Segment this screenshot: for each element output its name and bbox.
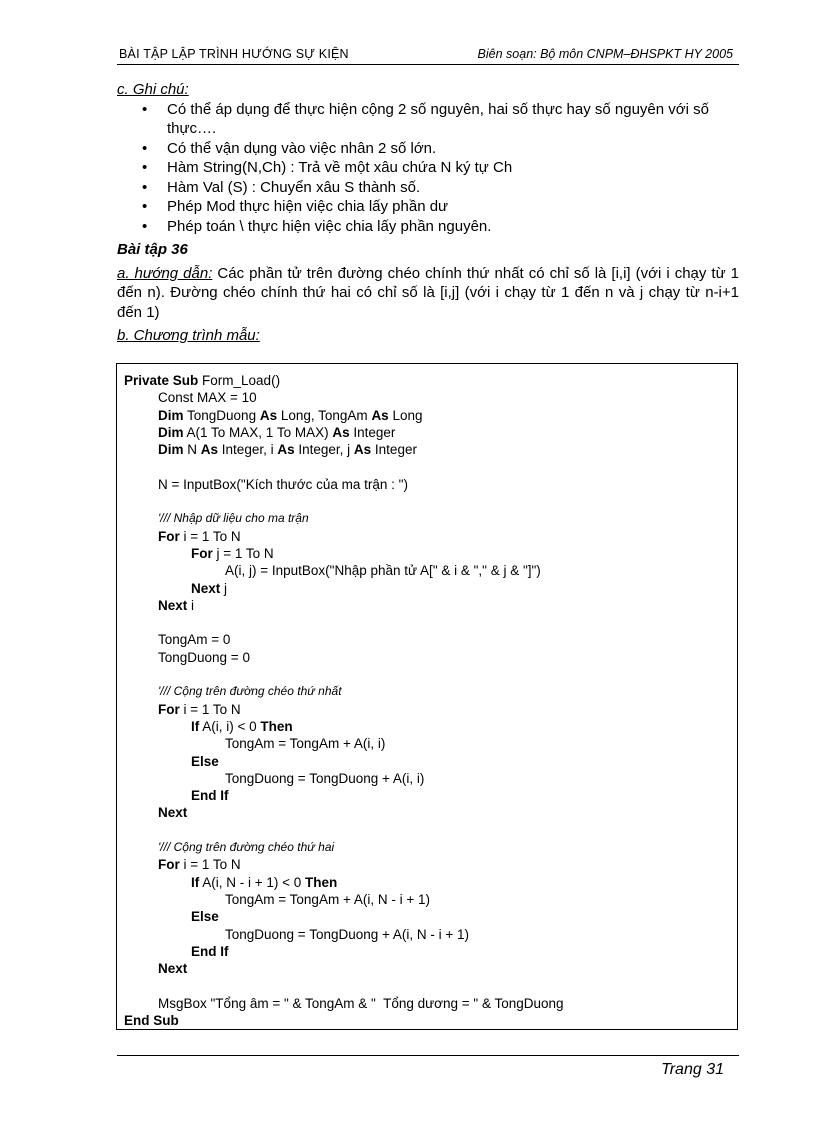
bullet-icon: •: [142, 217, 148, 235]
code-line: TongDuong = TongDuong + A(i, i): [225, 770, 425, 786]
bullet-icon: •: [142, 100, 148, 118]
code-line: If A(i, N - i + 1) < 0 Then: [191, 874, 338, 890]
code-comment: '/// Nhập dữ liệu cho ma trận: [158, 511, 309, 526]
code-line: MsgBox "Tổng âm = " & TongAm & " Tổng dương = " & TongDuong: [158, 995, 564, 1011]
code-comment: '/// Cộng trên đường chéo thứ nhất: [158, 684, 342, 699]
list-item: • Hàm Val (S) : Chuyển xâu S thành số.: [142, 178, 421, 196]
code-line: TongAm = TongAm + A(i, i): [225, 736, 386, 752]
code-line: For i = 1 To N: [158, 857, 241, 873]
code-line: If A(i, i) < 0 Then: [191, 718, 293, 734]
code-line: TongAm = 0: [158, 632, 231, 648]
code-line: For i = 1 To N: [158, 528, 241, 544]
list-item: • Phép toán \ thực hiện việc chia lấy phần nguyên.: [142, 217, 492, 235]
list-item: • Có thể vận dụng vào việc nhân 2 số lớn.: [142, 139, 437, 157]
code-line: Next j: [191, 580, 228, 596]
code-blank-line: [124, 666, 564, 683]
guide-paragraph: [117, 264, 739, 323]
code-line: For i = 1 To N: [158, 701, 241, 717]
code-line: TongDuong = 0: [158, 649, 250, 665]
page-content: [117, 80, 739, 346]
code-line: End If: [191, 943, 229, 959]
code-blank-line: [124, 458, 564, 475]
notes-title: c. Ghi chú:: [117, 81, 189, 98]
code-blank-line: [124, 614, 564, 631]
bullet-icon: •: [142, 198, 148, 215]
code-blank-line: [124, 977, 564, 994]
code-line: Else: [191, 909, 219, 925]
code-blank-line: [124, 493, 564, 510]
code-line: Dim N As Integer, i As Integer, j As Integer: [158, 442, 417, 458]
exercise-title: Bài tập 36: [117, 241, 188, 258]
code-comment: '/// Cộng trên đường chéo thứ hai: [158, 840, 335, 855]
sample-title: b. Chương trình mẫu:: [117, 327, 260, 344]
code-blank-line: [124, 822, 564, 839]
header-course-title: BÀI TẬP LẬP TRÌNH HƯỚNG SỰ KIỆN: [119, 47, 349, 61]
code-line: Next i: [158, 597, 195, 613]
footer-divider: [117, 1055, 739, 1056]
code-line: Dim TongDuong As Long, TongAm As Long: [158, 407, 423, 423]
list-item: • Có thể áp dụng để thực hiện cộng 2 số nguyên, hai số thực hay số nguyên với số thực….: [142, 100, 709, 137]
code-line: A(i, j) = InputBox("Nhập phần tử A[" & i & "," & j & "]"): [225, 563, 541, 579]
bullet-icon: •: [142, 139, 148, 157]
code-line: End Sub: [124, 1012, 179, 1028]
code-line: Const MAX = 10: [158, 390, 257, 406]
code-line: TongDuong = TongDuong + A(i, N - i + 1): [225, 926, 470, 942]
code-line: End If: [191, 788, 229, 804]
page-header: [117, 44, 739, 65]
list-item: • Hàm String(N,Ch) : Trả về một xâu chứa N ký tự Ch: [142, 159, 513, 176]
code-block: [124, 372, 564, 1029]
bullet-icon: •: [142, 178, 148, 196]
code-line: For j = 1 To N: [191, 545, 274, 561]
code-line: Next: [158, 805, 188, 821]
guide-lead: a. hướng dẫn:: [117, 264, 213, 282]
notes-list: [117, 100, 739, 237]
code-line: N = InputBox("Kích thước của ma trận : "): [158, 476, 408, 492]
page-number: Trang 31: [661, 1061, 724, 1078]
guide-text: Các phần tử trên đường chéo chính thứ nhất có chỉ số là [i,i] (với i chạy từ 1 đến n). Đường chéo chính thứ hai có chỉ số là [i,j] (với i chạy từ 1 đến n và j chạy từ n-i+1 đến 1): [117, 264, 740, 321]
code-line: Else: [191, 753, 219, 769]
bullet-icon: •: [142, 159, 148, 176]
code-box: [116, 363, 738, 1030]
code-line: TongAm = TongAm + A(i, N - i + 1): [225, 891, 430, 907]
code-line: Next: [158, 961, 188, 977]
list-item: • Phép Mod thực hiện việc chia lấy phần dư: [142, 198, 449, 215]
code-line: Dim A(1 To MAX, 1 To MAX) As Integer: [158, 424, 396, 440]
header-author: Biên soạn: Bộ môn CNPM–ĐHSPKT HY 2005: [477, 47, 733, 61]
code-line: Private Sub Form_Load(): [124, 373, 281, 388]
